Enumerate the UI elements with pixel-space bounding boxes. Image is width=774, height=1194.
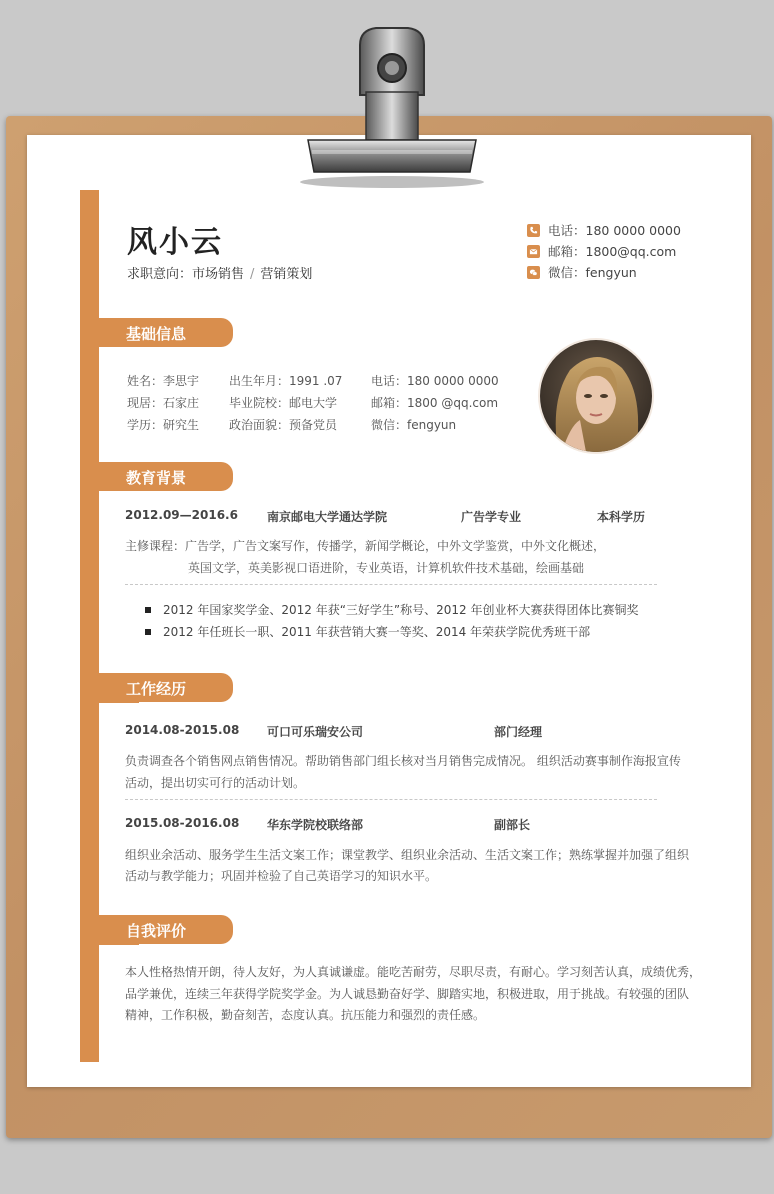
work-connector [99, 701, 139, 703]
basic-birth: 出生年月：1991 .07 [229, 374, 343, 388]
basic-school: 毕业院校：邮电大学 [229, 396, 338, 410]
education-divider [125, 584, 657, 585]
job-intent-separator: / [250, 267, 255, 282]
education-courses-line2: 英国文学，英美影视口语进阶，专业英语，计算机软件技术基础，绘画基础 [188, 561, 585, 575]
bullet-square-icon [145, 629, 151, 635]
basic-phone: 电话：180 0000 0000 [371, 374, 499, 388]
contact-phone [527, 221, 681, 239]
job-1-period: 2014.08-2015.08 [125, 723, 240, 737]
contact-wechat [527, 263, 637, 281]
education-period: 2012.09—2016.6 [125, 508, 238, 522]
education-award-1-text: 2012 年国家奖学金、2012 年获“三好学生”称号、2012 年创业杯大赛获得团体比赛铜奖 [163, 603, 639, 617]
job-2-desc-line1: 组织业余活动、服务学生生活文案工作；课堂教学、组织业余活动、生活文案工作；熟练掌握并加强了组织 [125, 848, 690, 862]
basic-email: 邮箱：1800 @qq.com [371, 396, 499, 410]
basic-degree: 学历：研究生 [127, 418, 200, 432]
job-2-desc-line2: 活动与教学能力；巩固并检验了自己英语学习的知识水平。 [125, 869, 438, 883]
self-connector [99, 943, 139, 945]
contact-wechat-text: 微信：fengyun [548, 265, 637, 280]
job-1-company: 可口可乐瑞安公司 [267, 725, 364, 739]
contact-phone-text: 电话：180 0000 0000 [548, 223, 681, 238]
job-2-company: 华东学院校联络部 [267, 818, 364, 832]
profile-photo [540, 340, 652, 452]
work-divider [125, 799, 657, 800]
education-award-2-text: 2012 年任班长一职、2011 年获营销大赛一等奖、2014 年荣获学院优秀班干部 [163, 625, 591, 639]
section-self-header [99, 915, 233, 944]
section-basic-header [99, 318, 233, 347]
basic-name: 姓名：李思宇 [127, 374, 200, 388]
job-2-role: 副部长 [494, 818, 531, 832]
resume-paper [27, 135, 751, 1087]
basic-residence: 现居：石家庄 [127, 396, 200, 410]
mail-icon [527, 245, 540, 258]
education-major: 广告学专业 [461, 510, 522, 524]
job-2-period: 2015.08-2016.08 [125, 816, 240, 830]
basic-political: 政治面貌：预备党员 [229, 418, 338, 432]
self-line-3: 精神，工作积极，勤奋刻苦，态度认真。抗压能力和强烈的责任感。 [125, 1008, 486, 1022]
section-education-header [99, 462, 233, 491]
education-connector [99, 489, 139, 491]
bullet-square-icon [145, 607, 151, 613]
accent-vertical-bar [80, 190, 99, 1062]
job-1-desc-line1: 负责调查各个销售网点销售情况。帮助销售部门组长核对当月销售完成情况。 组织活动赛事制作海报宣传 [125, 754, 681, 768]
job-intent-secondary: 营销策划 [260, 267, 313, 282]
section-basic-title: 基础信息 [126, 325, 187, 343]
job-1-desc-line2: 活动，提出切实可行的活动计划。 [125, 776, 306, 790]
job-intent-primary: 求职意向：市场销售 [127, 267, 245, 282]
job-1-role: 部门经理 [494, 725, 543, 739]
job-intent [127, 263, 312, 282]
basic-wechat: 微信：fengyun [371, 418, 457, 432]
section-education-title: 教育背景 [126, 469, 187, 487]
education-degree: 本科学历 [597, 510, 646, 524]
education-award-2 [145, 623, 590, 640]
section-self-title: 自我评价 [126, 922, 187, 940]
education-award-1 [145, 601, 639, 618]
contact-email-text: 邮箱：1800@qq.com [548, 244, 677, 259]
education-school: 南京邮电大学通达学院 [267, 510, 388, 524]
education-courses-line1: 主修课程：广告学，广告文案写作，传播学，新闻学概论，中外文学鉴赏，中外文化概述， [125, 539, 606, 553]
self-line-1: 本人性格热情开朗，待人友好，为人真诚谦虚。能吃苦耐劳，尽职尽责，有耐心。学习刻苦认真，成绩优秀， [125, 965, 702, 979]
wechat-icon [527, 266, 540, 279]
candidate-name: 风小云 [127, 225, 223, 260]
self-line-2: 品学兼优，连续三年获得学院奖学金。为人诚恳勤奋好学、脚踏实地，积极进取，用于挑战。有较强的团队 [125, 987, 690, 1001]
phone-icon [527, 224, 540, 237]
section-work-header [99, 673, 233, 702]
contact-email [527, 242, 676, 260]
section-work-title: 工作经历 [126, 680, 187, 698]
